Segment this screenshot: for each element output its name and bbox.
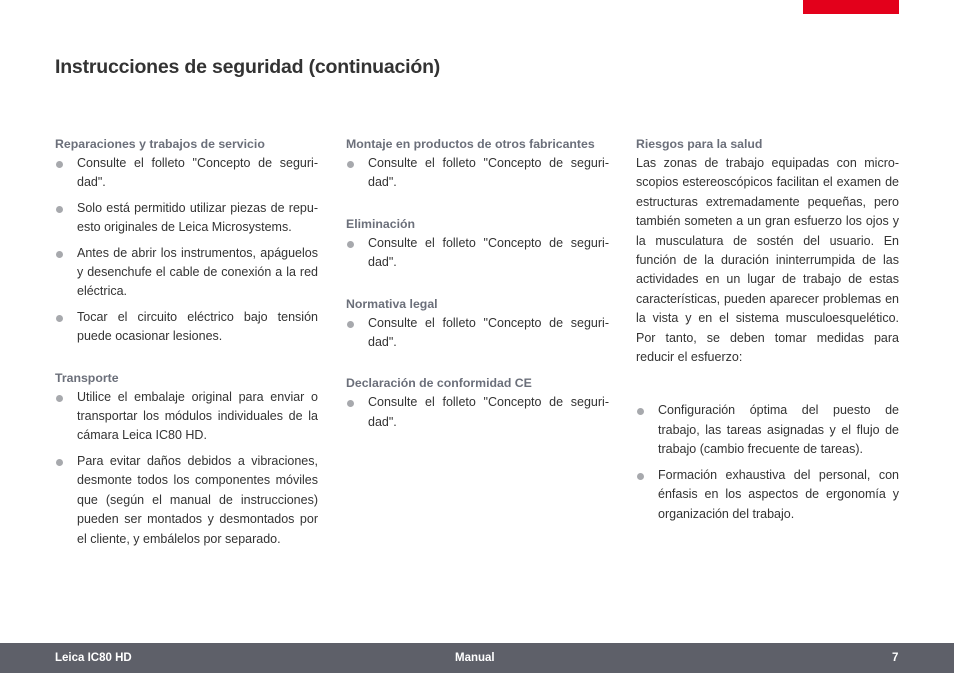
list-item <box>55 452 318 549</box>
item-text: Consulte el folleto "Concepto de seguridad". <box>368 235 609 270</box>
footer-product-name: Leica IC80 HD <box>55 652 132 664</box>
section-heading: Montaje en productos de otros fabricantes <box>346 137 595 151</box>
bullet-icon <box>56 459 63 466</box>
page-title: Instrucciones de seguridad (continuación) <box>55 56 441 78</box>
list-item <box>55 388 318 446</box>
section-heading: Normativa legal <box>346 296 438 311</box>
item-text: Tocar el circuito eléctrico bajo tensión puede ocasionar lesiones. <box>77 309 318 344</box>
bullet-icon <box>637 473 644 480</box>
section-transport <box>55 370 318 549</box>
item-text: Antes de abrir los instrumentos, apáguelos y desenchufe el cable de conexión a la red eléctrica. <box>77 245 318 299</box>
section-heading: Eliminación <box>346 216 416 231</box>
bullet-icon <box>56 315 63 322</box>
section-heading: Riesgos para la salud <box>636 137 763 151</box>
health-paragraph: Las zonas de trabajo equipadas con microscopios estereoscópicos facilitan el examen de estructuras extremadamente pequeñas, pero también someten a un gran esfuerzo los ojos y la musculatura de sostén del usuario. En función de la duración ininterrumpida de las actividades en un lugar de trabajo de estas características, pueden aparecer problemas en la vista y en el sistema musculoesquelético. Por tanto, se deben tomar medidas para reducir el esfuerzo: <box>636 156 899 365</box>
column-1 <box>55 135 318 572</box>
item-text: Consulte el folleto "Concepto de seguridad". <box>368 315 609 350</box>
bullet-icon <box>56 161 63 168</box>
red-accent-tab <box>803 0 899 14</box>
footer-page-number: 7 <box>892 652 899 664</box>
list-item <box>346 154 609 193</box>
footer-doc-type: Manual <box>455 652 495 664</box>
item-text: Consulte el folleto "Concepto de seguridad". <box>77 156 318 190</box>
bullet-icon <box>347 241 354 248</box>
list-item <box>636 466 899 524</box>
item-text: Configuración óptima del puesto de trabajo, las tareas asignadas y el flujo de trabajo (cambio frecuente de tareas). <box>658 403 899 457</box>
section-heading: Reparaciones y trabajos de servicio <box>55 137 265 151</box>
bullet-icon <box>347 400 354 407</box>
item-text: Consulte el folleto "Concepto de seguridad". <box>368 156 609 190</box>
section-ce-declaration <box>346 375 609 432</box>
item-text: Consulte el folleto "Concepto de seguridad". <box>368 395 609 429</box>
item-text: Utilice el embalaje original para enviar o transportar los módulos individuales de la cámara Leica IC80 HD. <box>77 389 318 443</box>
column-3 <box>636 135 899 530</box>
page-footer <box>0 643 954 673</box>
section-legal <box>346 296 609 353</box>
section-repairs <box>55 136 318 347</box>
section-heading: Transporte <box>55 370 119 385</box>
bullet-icon <box>637 408 644 415</box>
section-disposal <box>346 216 609 273</box>
bullet-icon <box>56 395 63 402</box>
list-item <box>346 393 609 432</box>
section-mounting <box>346 136 609 193</box>
bullet-icon <box>56 251 63 258</box>
item-text: Formación exhaustiva del personal, con énfasis en los aspectos de ergonomía y organización del trabajo. <box>658 467 899 521</box>
item-text: Solo está permitido utilizar piezas de repuesto originales de Leica Microsystems. <box>77 200 318 235</box>
list-item <box>636 401 899 459</box>
section-heading: Declaración de conformidad CE <box>346 376 532 391</box>
bullet-icon <box>56 206 63 213</box>
list-item <box>346 234 609 273</box>
item-text: Para evitar daños debidos a vibraciones, desmonte todos los componentes móviles que (según el manual de instrucciones) pueden ser montados y desmontados por el cliente, y embálelos por separado. <box>77 453 318 546</box>
list-item <box>55 154 318 193</box>
column-2 <box>346 135 609 455</box>
list-item <box>55 199 318 238</box>
bullet-icon <box>347 161 354 168</box>
list-item <box>55 308 318 347</box>
bullet-icon <box>347 321 354 328</box>
list-item <box>346 314 609 353</box>
list-item <box>55 244 318 302</box>
